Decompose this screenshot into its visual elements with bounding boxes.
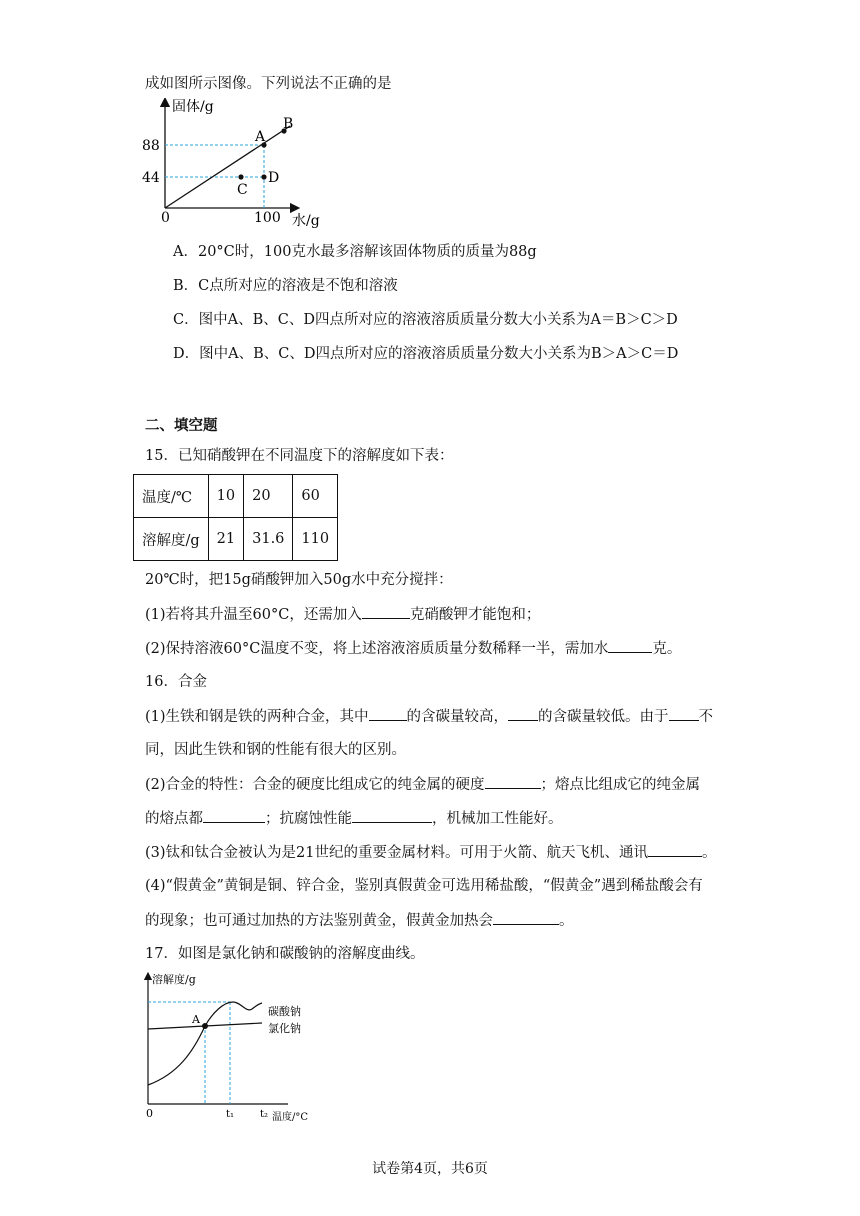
point-c	[238, 174, 243, 179]
q16-part4: (4)“假黄金”黄铜是铜、锌合金，鉴别真假黄金可选用稀盐酸，“假黄金”遇到稀盐酸会有	[145, 878, 703, 894]
series-sodium-chloride-label: 氯化钠	[268, 1022, 301, 1035]
q16-part3-text-a: (3)钛和钛合金被认为是21世纪的重要金属材料。可用于火箭、航天飞机、通讯	[145, 845, 648, 861]
option-a: A．20°C时，100克水最多溶解该固体物质的质量为88g	[173, 244, 537, 260]
series-sodium-carbonate-label: 碳酸钠	[268, 1005, 301, 1018]
answer-blank[interactable]	[508, 706, 538, 721]
answer-blank[interactable]	[669, 706, 699, 721]
q16-part4-cont-text-a: 的现象；也可通过加热的方法鉴别黄金，假黄金加热会	[145, 913, 493, 929]
section-title: 二、填空题	[145, 418, 218, 434]
table-cell: 溶解度/g	[134, 518, 209, 561]
q15-part1	[145, 604, 540, 625]
question-intro: 成如图所示图像。下列说法不正确的是	[145, 76, 392, 92]
answer-blank[interactable]	[648, 842, 702, 857]
q15-stem: 15．已知硝酸钾在不同温度下的溶解度如下表：	[145, 448, 454, 464]
q16-part2-cont-text-b: ；抗腐蚀性能	[265, 811, 352, 827]
origin-label: 0	[161, 210, 170, 226]
t2-label: t₂	[260, 1109, 269, 1120]
point-d	[261, 174, 266, 179]
table-cell: 10	[208, 475, 243, 518]
q16-part1-cont: 同，因此生铁和钢的性能有很大的区别。	[145, 742, 406, 758]
answer-blank[interactable]	[493, 910, 559, 925]
q16-part1-text-a: (1)生铁和钢是铁的两种合金，其中	[145, 709, 369, 725]
q16-title: 16．合金	[145, 674, 207, 690]
q16-part1	[145, 706, 713, 727]
point-a	[202, 1023, 208, 1029]
x-axis-label: 温度/°C	[272, 1112, 309, 1123]
option-c: C．图中A、B、C、D四点所对应的溶液溶质质量分数大小关系为A＝B＞C＞D	[173, 312, 678, 328]
answer-blank[interactable]	[203, 808, 265, 823]
q16-part2-cont	[145, 808, 563, 829]
q16-part2-cont-text-c: ，机械加工性能好。	[432, 811, 563, 827]
q16-part3	[145, 842, 717, 863]
answer-blank[interactable]	[369, 706, 407, 721]
origin-label: 0	[146, 1107, 153, 1120]
solubility-curve-chart	[138, 970, 318, 1126]
y-axis-label: 固体/g	[172, 99, 214, 115]
page-footer: 试卷第4页，共6页	[372, 1161, 488, 1177]
solubility-table	[133, 474, 338, 561]
q15-part1-text-a: (1)若将其升温至60°C，还需加入	[145, 607, 362, 623]
point-c-label: C	[237, 182, 248, 198]
q15-part1-text-b: 克硝酸钾才能饱和；	[409, 607, 541, 623]
q17-stem: 17．如图是氯化钠和碳酸钠的溶解度曲线。	[145, 946, 425, 962]
q16-part2-text-b: ；熔点比组成它的纯金属	[540, 777, 701, 793]
q16-part1-text-c: 的含碳量较低。由于	[538, 709, 669, 725]
q15-part2-text-b: 克。	[652, 641, 682, 657]
y-axis-label: 溶解度/g	[152, 973, 196, 986]
q16-part2	[145, 774, 700, 795]
q16-part4-cont-text-b: 。	[559, 913, 574, 929]
x-tick-100: 100	[254, 210, 281, 226]
y-tick-88: 88	[142, 138, 160, 154]
q15-condition: 20℃时，把15g硝酸钾加入50g水中充分搅拌：	[145, 572, 453, 588]
table-row	[134, 475, 338, 518]
y-tick-44: 44	[142, 170, 160, 186]
answer-blank[interactable]	[362, 604, 410, 619]
answer-blank[interactable]	[485, 774, 541, 789]
q15-part2	[145, 638, 681, 659]
point-b-label: B	[283, 116, 294, 132]
solid-water-chart	[140, 98, 350, 228]
answer-blank[interactable]	[352, 808, 432, 823]
option-b: B．C点所对应的溶液是不饱和溶液	[173, 278, 398, 294]
q16-part4-cont	[145, 910, 574, 931]
table-cell: 21	[208, 518, 243, 561]
table-cell: 31.6	[244, 518, 293, 561]
q16-part1-text-d: 不	[698, 709, 714, 725]
q16-part2-cont-text-a: 的熔点都	[145, 811, 203, 827]
table-cell: 110	[293, 518, 338, 561]
t1-label: t₁	[226, 1109, 235, 1120]
point-d-label: D	[268, 170, 280, 186]
option-d: D．图中A、B、C、D四点所对应的溶液溶质质量分数大小关系为B＞A＞C＝D	[173, 346, 679, 362]
saturation-line	[165, 126, 290, 208]
x-axis-label: 水/g	[292, 213, 320, 228]
q16-part2-text-a: (2)合金的特性：合金的硬度比组成它的纯金属的硬度	[145, 777, 485, 793]
point-a-label: A	[192, 1013, 200, 1026]
table-row	[134, 518, 338, 561]
table-cell: 60	[293, 475, 338, 518]
q16-part3-text-b: 。	[702, 845, 717, 861]
point-a-label: A	[255, 129, 266, 145]
q16-part1-text-b: 的含碳量较高，	[406, 709, 509, 725]
table-cell: 温度/℃	[134, 475, 209, 518]
answer-blank[interactable]	[608, 638, 652, 653]
table-cell: 20	[244, 475, 293, 518]
q15-part2-text-a: (2)保持溶液60°C温度不变，将上述溶液溶质质量分数稀释一半，需加水	[145, 641, 609, 657]
